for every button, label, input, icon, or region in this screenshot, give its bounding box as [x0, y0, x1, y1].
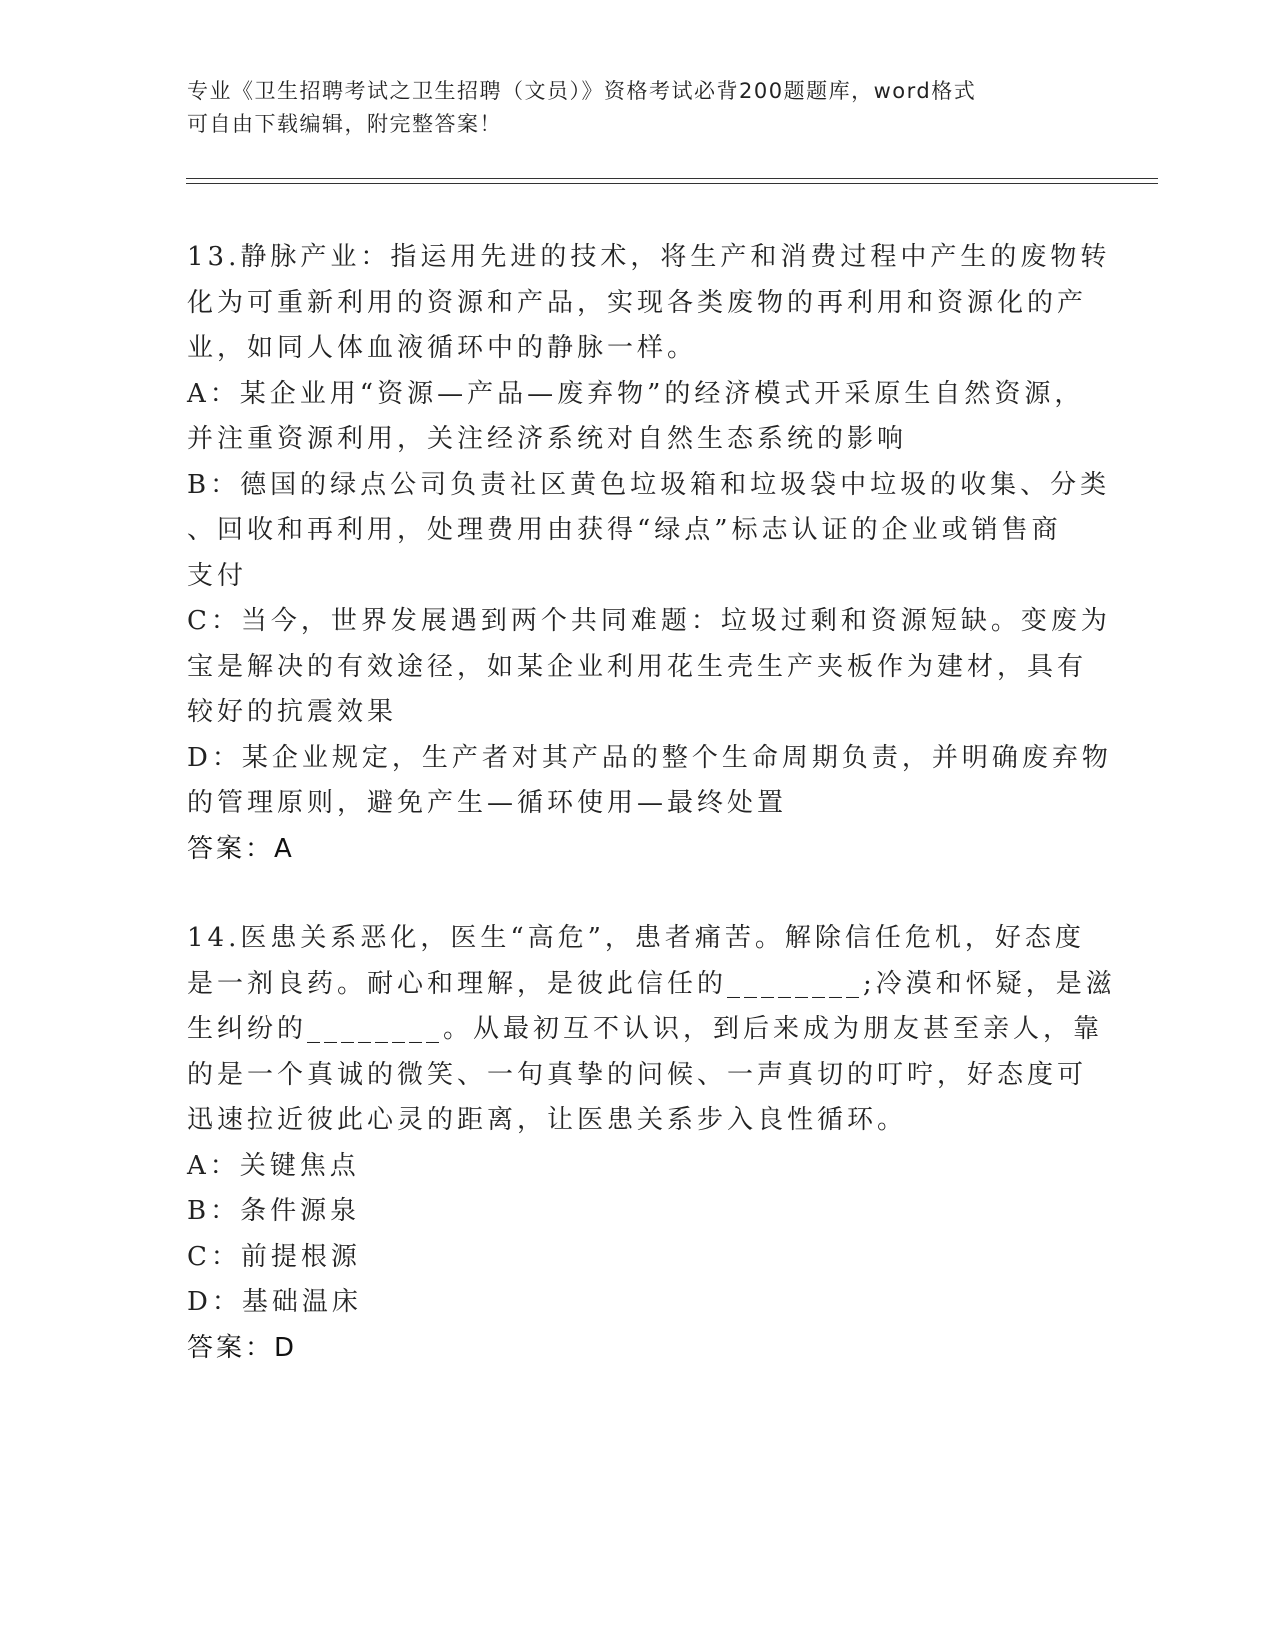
stem-line: 13.静脉产业：指运用先进的技术，将生产和消费过程中产生的废物转	[187, 242, 1111, 272]
option-line: A：关键焦点	[187, 1150, 360, 1181]
stem-line: 迅速拉近彼此心灵的距离，让医患关系步入良性循环。	[187, 1105, 908, 1135]
stem-line: 的是一个真诚的微笑、一句真挚的问候、一声真切的叮咛，好态度可	[187, 1059, 1088, 1090]
answer-label: 答案：D	[187, 1332, 298, 1363]
stem-line: 14.医患关系恶化，医生“高危”，患者痛苦。解除信任危机，好态度	[187, 923, 1085, 953]
option-c	[187, 599, 1111, 736]
option-a	[187, 372, 1092, 463]
option-a	[187, 1144, 1092, 1190]
option-c	[187, 1235, 1092, 1281]
question-13	[187, 235, 1112, 872]
option-d	[187, 736, 1112, 827]
option-line: 并注重资源利用，关注经济系统对自然生态系统的影响	[187, 424, 908, 454]
header-line-1: 专业《卫生招聘考试之卫生招聘（文员）》资格考试必背200题题库，word格式	[187, 79, 977, 103]
option-line: 较好的抗震效果	[187, 697, 398, 727]
question-stem	[187, 235, 1111, 372]
stem-line: 化为可重新利用的资源和产品，实现各类废物的再利用和资源化的产	[187, 287, 1088, 318]
option-line: 的管理原则，避免产生—循环使用—最终处置	[187, 788, 788, 818]
option-b	[187, 463, 1111, 600]
option-line: B：条件源泉	[187, 1196, 361, 1226]
stem-line: 生纠纷的________。从最初互不认识，到后来成为朋友甚至亲人，靠	[187, 1014, 1104, 1044]
option-line: 、回收和再利用，处理费用由获得“绿点”标志认证的企业或销售商	[187, 515, 1062, 545]
option-line: A：某企业用“资源—产品—废弃物”的经济模式开采原生自然资源，	[187, 378, 1085, 409]
header-divider-top	[186, 178, 1158, 179]
option-line: B：德国的绿点公司负责社区黄色垃圾箱和垃圾袋中垃圾的收集、分类	[187, 469, 1111, 500]
option-b	[187, 1189, 1092, 1235]
option-line: 支付	[187, 560, 248, 591]
header-line-2: 可自由下载编辑，附完整答案！	[187, 112, 502, 136]
option-line: 宝是解决的有效途径，如某企业利用花生壳生产夹板作为建材，具有	[187, 651, 1088, 682]
option-line: C：前提根源	[187, 1241, 361, 1272]
header-divider-bottom	[186, 183, 1158, 184]
option-d	[187, 1280, 1092, 1326]
option-line: D：某企业规定，生产者对其产品的整个生命周期负责，并明确废弃物	[187, 742, 1112, 773]
stem-line: 业，如同人体血液循环中的静脉一样。	[187, 333, 698, 363]
stem-line: 是一剂良药。耐心和理解，是彼此信任的________;冷漠和怀疑，是滋	[187, 968, 1116, 999]
option-line: C：当今，世界发展遇到两个共同难题：垃圾过剩和资源短缺。变废为	[187, 606, 1111, 636]
question-14	[187, 916, 1116, 1371]
document-header	[187, 75, 1087, 141]
question-stem	[187, 916, 1116, 1144]
option-line: D：基础温床	[187, 1287, 362, 1317]
answer-label: 答案：A	[187, 833, 295, 864]
